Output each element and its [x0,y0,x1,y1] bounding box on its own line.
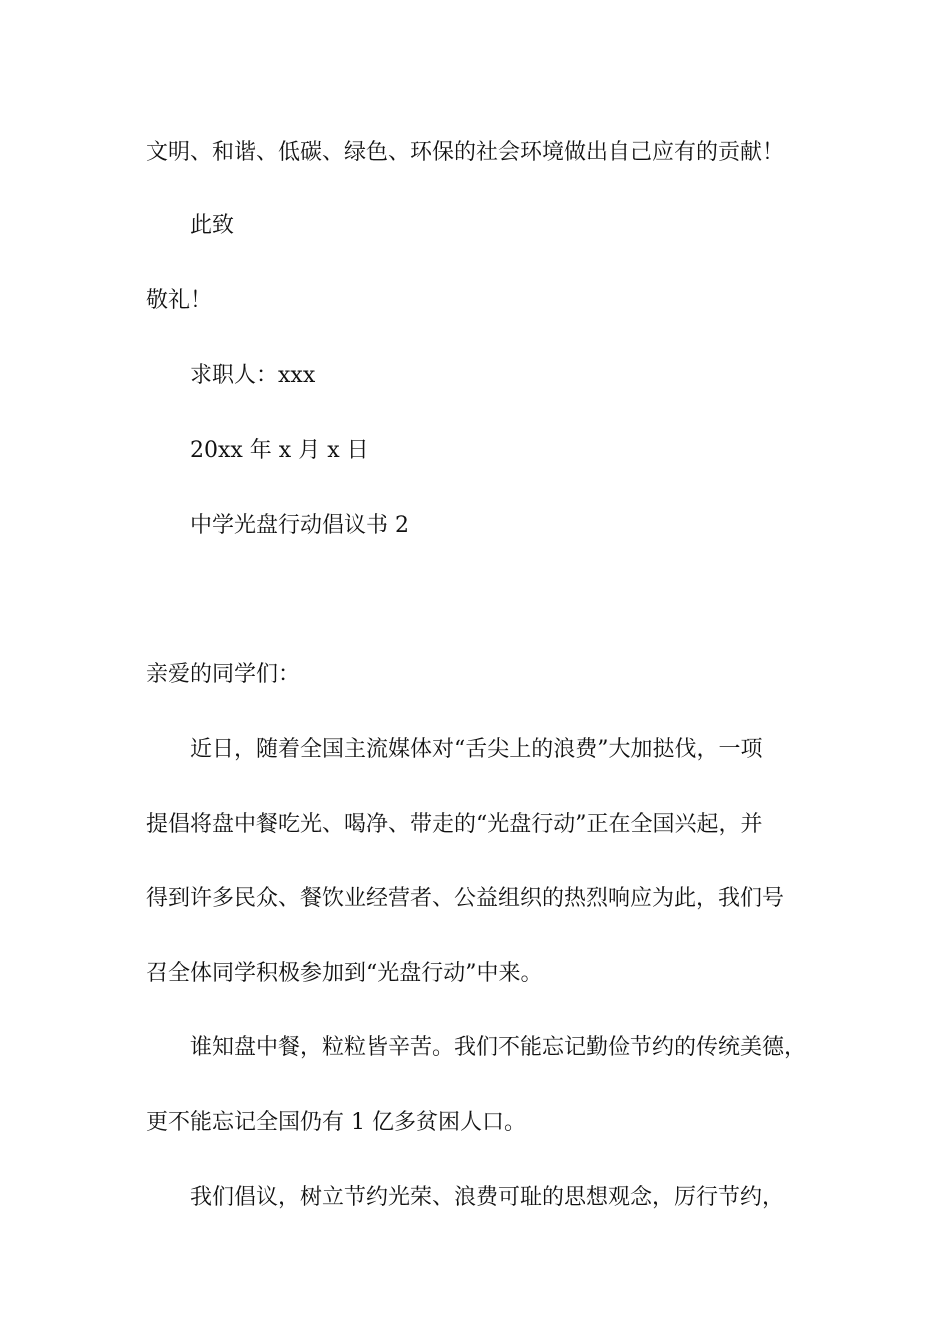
section-title: 中学光盘行动倡议书 2 [190,513,409,538]
signer-line: 求职人：xxx [190,363,316,388]
paragraph1-line4: 召全体同学积极参加到“光盘行动”中来。 [146,961,543,986]
salutation-jingli: 敬礼！ [146,288,213,313]
salutation-ci: 此致 [190,213,235,238]
closing-line: 文明、和谐、低碳、绿色、环保的社会环境做出自己应有的贡献！ [146,140,785,165]
greeting-line: 亲爱的同学们： [146,662,301,687]
date-line: 20xx 年 x 月 x 日 [190,438,369,463]
paragraph2-line1: 谁知盘中餐，粒粒皆辛苦。我们不能忘记勤俭节约的传统美德， [190,1035,807,1060]
paragraph1-line1: 近日，随着全国主流媒体对“舌尖上的浪费”大加挞伐，一项 [190,737,763,762]
paragraph1-line3: 得到许多民众、餐饮业经营者、公益组织的热烈响应为此，我们号 [146,886,785,911]
paragraph2-line2: 更不能忘记全国仍有 1 亿多贫困人口。 [146,1110,526,1135]
paragraph3-line1: 我们倡议，树立节约光荣、浪费可耻的思想观念，厉行节约， [190,1185,785,1210]
paragraph1-line2: 提倡将盘中餐吃光、喝净、带走的“光盘行动”正在全国兴起，并 [146,812,763,837]
